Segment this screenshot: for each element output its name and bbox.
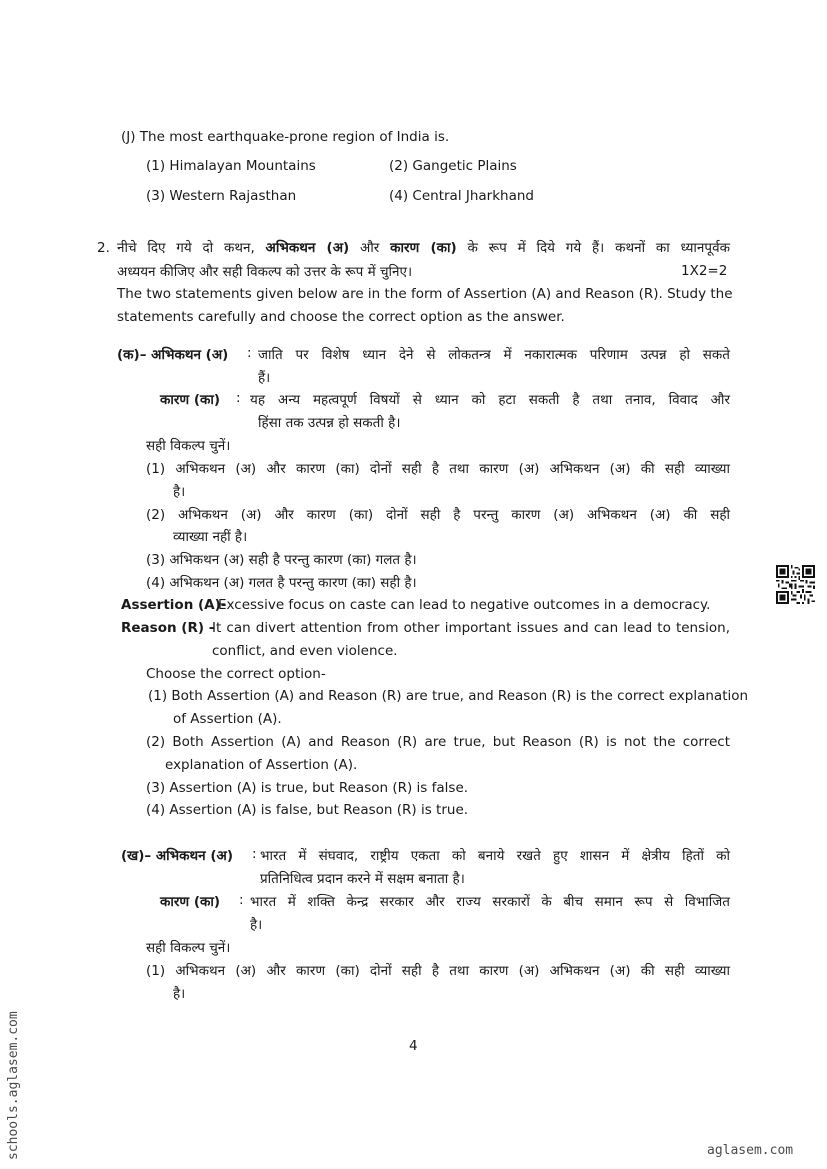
q2-ka-en-reason-line2: conflict, and even violence. — [212, 643, 398, 659]
q2-ka-en-option-2-line1: (2) Both Assertion (A) and Reason (R) are true, but Reason (R) is not the correct — [146, 734, 730, 750]
q2-ka-option-2-line1: (2) अभिकथन (अ) और कारण (का) दोनों सही है परन्तु कारण (अ) अभिकथन (अ) की सही — [146, 507, 730, 523]
q2-ka-colon: : — [247, 345, 252, 361]
q2-ka-reason-line1: यह अन्य महत्वपूर्ण विषयों से ध्यान को हटा सकती है तथा तनाव, विवाद और — [250, 392, 730, 408]
q2-ka-reason-label: कारण (का) — [160, 392, 221, 408]
q2-ka-option-1-line2: है। — [173, 484, 186, 500]
q2-ka-choose: सही विकल्प चुनें। — [146, 438, 231, 454]
q2-kha-option-1-line1: (1) अभिकथन (अ) और कारण (का) दोनों सही है तथा कारण (अ) अभिकथन (अ) की सही व्याख्या — [146, 963, 730, 979]
q2-kha-colon: : — [252, 846, 257, 862]
q2-ka-assertion-line2: हैं। — [258, 370, 271, 386]
side-watermark: schools.aglasem.com — [6, 1011, 21, 1160]
q2-ka-reason-line2: हिंसा तक उत्पन्न हो सकती है। — [258, 415, 401, 431]
q2-ka-label: (क)– अभिकथन (अ) — [117, 347, 229, 363]
q2-hindi-intro-line1: नीचे दिए गये दो कथन, अभिकथन (अ) और कारण (का) के रूप में दिये गये हैं। कथनों का ध्यानपूर्वक — [117, 240, 730, 256]
q2-ka-en-reason-line1: It can divert attention from other important issues and can lead to tension, — [212, 620, 730, 636]
q2-ka-en-option-1-line1: (1) Both Assertion (A) and Reason (R) are true, and Reason (R) is the correct explanation — [148, 688, 749, 704]
bottom-watermark: aglasem.com — [707, 1143, 794, 1158]
q2-ka-en-reason-label: Reason (R) - — [121, 620, 215, 636]
q1j-option-4: (4) Central Jharkhand — [389, 188, 534, 204]
page-number: 4 — [409, 1038, 418, 1054]
q2-ka-en-choose: Choose the correct option- — [146, 666, 326, 682]
q2-ka-assertion-line1: जाति पर विशेष ध्यान देने से लोकतन्त्र में नकारात्मक परिणाम उत्पन्न हो सकते — [258, 347, 730, 363]
q2-ka-en-option-4: (4) Assertion (A) is false, but Reason (R) is true. — [146, 802, 469, 818]
q2-kha-option-1-line2: है। — [173, 986, 186, 1002]
q2-kha-reason-colon: : — [239, 892, 244, 908]
qr-code-icon — [776, 565, 815, 604]
q1j-option-2: (2) Gangetic Plains — [389, 158, 517, 174]
q2-kha-reason-line2: है। — [250, 917, 263, 933]
q2-ka-reason-colon: : — [236, 390, 241, 406]
q1j-option-1: (1) Himalayan Mountains — [146, 158, 316, 174]
q2-ka-option-1-line1: (1) अभिकथन (अ) और कारण (का) दोनों सही है तथा कारण (अ) अभिकथन (अ) की सही व्याख्या — [146, 461, 730, 477]
q2-kha-choose: सही विकल्प चुनें। — [146, 940, 231, 956]
q2-ka-option-2-line2: व्याख्या नहीं है। — [173, 529, 248, 545]
q2-ka-en-assertion-label: Assertion (A)- — [121, 597, 227, 613]
q2-english-intro-line1: The two statements given below are in the form of Assertion (A) and Reason (R). Study the — [117, 286, 733, 302]
q2-hindi-intro-line2: अध्ययन कीजिए और सही विकल्प को उत्तर के रूप में चुनिए। — [117, 264, 413, 280]
q2-kha-assertion-line1: भारत में संघवाद, राष्ट्रीय एकता को बनाये रखते हुए शासन में क्षेत्रीय हितों को — [260, 848, 730, 864]
q1j-question: (J) The most earthquake-prone region of India is. — [121, 129, 450, 145]
q2-kha-assertion-line2: प्रतिनिधित्व प्रदान करने में सक्षम बनाता है। — [260, 871, 465, 887]
q2-marks: 1X2=2 — [681, 263, 728, 279]
q2-ka-en-option-3: (3) Assertion (A) is true, but Reason (R) is false. — [146, 780, 469, 796]
q1j-option-3: (3) Western Rajasthan — [146, 188, 297, 204]
q2-ka-en-option-1-line2: of Assertion (A). — [173, 711, 282, 727]
q2-english-intro-line2: statements carefully and choose the correct option as the answer. — [117, 309, 565, 325]
q2-kha-reason-label: कारण (का) — [160, 894, 221, 910]
q2-kha-label: (ख)– अभिकथन (अ) — [121, 848, 233, 864]
q2-ka-option-3: (3) अभिकथन (अ) सही है परन्तु कारण (का) गलत है। — [146, 552, 417, 568]
q2-ka-en-option-2-line2: explanation of Assertion (A). — [165, 757, 358, 773]
q2-ka-option-4: (4) अभिकथन (अ) गलत है परन्तु कारण (का) सही है। — [146, 575, 417, 591]
q2-kha-reason-line1: भारत में शक्ति केन्द्र सरकार और राज्य सरकारों के बीच समान रूप से विभाजित — [250, 894, 730, 910]
q2-ka-en-assertion: Excessive focus on caste can lead to negative outcomes in a democracy. — [218, 597, 711, 613]
q2-number: 2. — [97, 240, 110, 256]
